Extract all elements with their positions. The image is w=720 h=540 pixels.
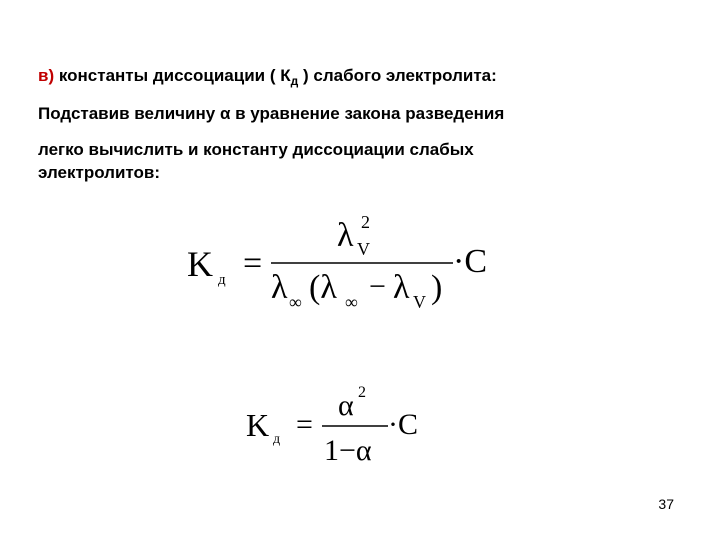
formula2-multiplier: ·C <box>388 408 418 441</box>
formula1-lhs-sub: д <box>218 272 226 288</box>
formula2-lhs: K <box>246 407 270 443</box>
formula1-numerator-sub: V <box>357 239 370 259</box>
formula2-denominator: 1−α <box>324 434 372 467</box>
page-number: 37 <box>658 496 674 512</box>
formula2-numerator-sup: 2 <box>358 384 366 401</box>
paragraph-line-2: легко вычислить и константу диссоциации слабых <box>38 140 474 159</box>
formula2-lhs-sub: д <box>273 432 281 447</box>
constant-symbol-sub: д <box>290 74 299 88</box>
dissociation-constant-formula-conductivity <box>185 210 495 320</box>
heading-line <box>38 66 497 88</box>
formula2-equals: = <box>296 408 313 441</box>
formula1-numerator-sup: 2 <box>361 212 370 232</box>
formula1-denominator-a-sub: ∞ <box>289 292 302 312</box>
heading-text-before: константы диссоциации ( <box>58 66 276 85</box>
formula1-numerator: λ <box>337 217 354 254</box>
formula1-lhs: K <box>187 244 213 284</box>
formula1-denominator-open: (λ <box>309 269 337 306</box>
formula1-equals: = <box>243 245 263 282</box>
formula2-numerator: α <box>338 389 354 422</box>
formula1-denominator-a: λ <box>271 269 288 306</box>
formula1-denominator-close: ) <box>431 269 443 306</box>
paragraph-line-3: электролитов: <box>38 163 161 182</box>
formula1-denominator-c-sub: V <box>413 292 426 312</box>
formula1-denominator-c: λ <box>393 269 410 306</box>
paragraph-line-1: Подставив величину α в уравнение закона разведения <box>38 104 505 123</box>
formula1-multiplier: ·C <box>453 243 487 280</box>
item-marker: в) <box>38 66 55 85</box>
dissociation-constant-formula-degree <box>242 380 442 470</box>
constant-symbol: К <box>280 66 291 85</box>
formula1-denominator-b-sub: ∞ <box>345 292 358 312</box>
formula1-minus: − <box>369 270 386 303</box>
heading-text-after: ) слабого электролита: <box>302 66 497 85</box>
